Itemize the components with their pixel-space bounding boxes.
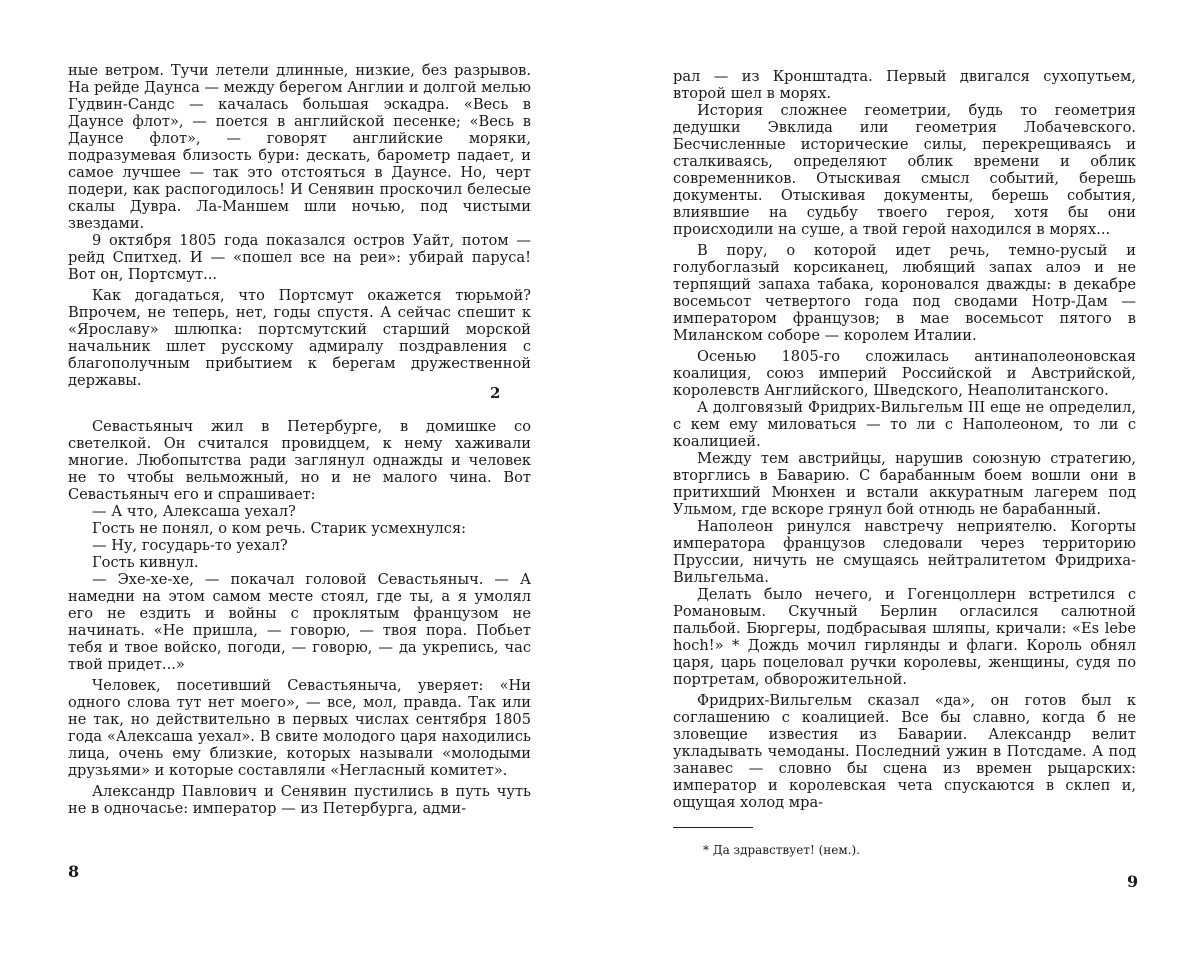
paragraph: А долговязый Фридрих-Вильгельм III еще не определил, с кем ему миловаться — то ли с Наполеоном, то ли с коалицией.: [673, 399, 1136, 450]
left-text-block-top: [68, 62, 531, 389]
paragraph: — Эхе-хе-хе, — покачал головой Севастьяныч. — А намедни на этом самом месте стоял, где ты, а я умолял его не ездить и войны с проклятым французом не начинать. «Не пришла, — говорю, — твоя пора. Побьет тебя и твое войско, погоди, — говорю, — да укрепись, час твой придет...»: [68, 571, 531, 673]
paragraph: — Ну, государь-то уехал?: [92, 537, 288, 554]
paragraph: — А что, Алексаша уехал?: [92, 503, 296, 520]
paragraph: Наполеон ринулся навстречу неприятелю. Когорты императора французов следовали через территорию Пруссии, ничуть не смущаясь нейтралитетом Фридриха-Вильгельма.: [673, 518, 1136, 586]
footnote: * Да здравствует! (нем.).: [703, 843, 861, 857]
paragraph: Севастьяныч жил в Петербурге, в домишке со светелкой. Он считался провидцем, к нему хаживали многие. Любопытства ради заглянул однажды и человек не то чтобы вельможный, но и не малого чина. Вот Севастьяныч его и спрашивает:: [68, 418, 531, 503]
page-number-right: 9: [1127, 872, 1139, 891]
page-number-left: 8: [68, 862, 80, 881]
paragraph: Фридрих-Вильгельм сказал «да», он готов был к соглашению с коалицией. Все бы славно, когда б не зловещие известия из Баварии. Александр велит укладывать чемоданы. Последний ужин в Потсдаме. А под занавес — словно бы сцена из времен рыцарских: император и королевская чета спускаются в склеп и, ощущая холод мра-: [673, 692, 1136, 811]
right-page: [600, 0, 1200, 957]
paragraph: 9 октября 1805 года показался остров Уайт, потом — рейд Спитхед. И — «пошел все на реи»: убирай паруса! Вот он, Портсмут...: [68, 232, 531, 283]
paragraph: История сложнее геометрии, будь то геометрия дедушки Эвклида или геометрия Лобачевского. Бесчисленные исторические силы, перекрещиваясь и сталкиваясь, определяют облик времени и облик современников. Отыскивая смысл событий, берешь документы. Отыскивая документы, берешь события, влиявшие на судьбу твоего героя, хотя бы они происходили на суше, а твой герой находился в морях...: [673, 102, 1136, 238]
right-text-block: [673, 68, 1136, 811]
footnote-rule: [673, 827, 753, 828]
paragraph: рал — из Кронштадта. Первый двигался сухопутьем, второй шел в морях.: [673, 68, 1136, 102]
paragraph: Как догадаться, что Портсмут окажется тюрьмой? Впрочем, не теперь, нет, годы спустя. А сейчас спешит к «Ярославу» шлюпка: портсмутский старший морской начальник шлет русскому адмиралу поздравления с благополучным прибытием к берегам дружественной державы.: [68, 287, 531, 389]
paragraph: Осенью 1805-го сложилась антинаполеоновская коалиция, союз империй Российской и Австрийской, королевств Английского, Шведского, Неаполитанского.: [673, 348, 1136, 399]
paragraph: Делать было нечего, и Гогенцоллерн встретился с Романовым. Скучный Берлин огласился салютной пальбой. Бюргеры, подбрасывая шляпы, кричали: «Es lebe hoch!» * Дождь мочил гирлянды и флаги. Король обнял царя, царь поцеловал ручки королевы, женщины, судя по портретам, обворожительной.: [673, 586, 1136, 688]
paragraph: В пору, о которой идет речь, темно-русый и голубоглазый корсиканец, любящий запах алоэ и не терпящий запаха табака, короновался дважды: в декабре восемьсот четвертого года под сводами Нотр-Дам — императором французов; в мае восемьсот пятого в Миланском соборе — королем Италии.: [673, 242, 1136, 344]
paragraph: Человек, посетивший Севастьяныча, уверяет: «Ни одного слова тут нет моего», — все, мол, правда. Так или не так, но действительно в первых числах сентября 1805 года «Алексаша уехал». В свите молодого царя находились лица, очень ему близкие, которых называли «молодыми друзьями» и которые составляли «Негласный комитет».: [68, 677, 531, 779]
section-number: 2: [490, 384, 501, 402]
paragraph: Гость кивнул.: [92, 554, 199, 571]
left-text-block-bottom: [68, 418, 531, 817]
paragraph: Между тем австрийцы, нарушив союзную стратегию, вторглись в Баварию. С барабанным боем вошли они в притихший Мюнхен и встали аккуратным лагерем под Ульмом, где вскоре грянул бой отнюдь не барабанный.: [673, 450, 1136, 518]
paragraph: ные ветром. Тучи летели длинные, низкие, без разрывов. На рейде Даунса — между берегом Англии и долгой мелью Гудвин-Сандс — качалась большая эскадра. «Весь в Даунсе флот», — поется в английской песенке; «Весь в Даунсе флот», — говорят английские моряки, подразумевая близость бури: дескать, барометр падает, и самое лучшее — так это отстояться в Даунсе. Но, черт подери, как распогодилось! И Сенявин проскочил белесые скалы Дувра. Ла-Маншем шли ночью, под чистыми звездами.: [68, 62, 532, 232]
paragraph: Александр Павлович и Сенявин пустились в путь чуть не в одночасье: император — из Петербурга, адми-: [68, 783, 531, 817]
paragraph: Гость не понял, о ком речь. Старик усмехнулся:: [92, 520, 467, 537]
